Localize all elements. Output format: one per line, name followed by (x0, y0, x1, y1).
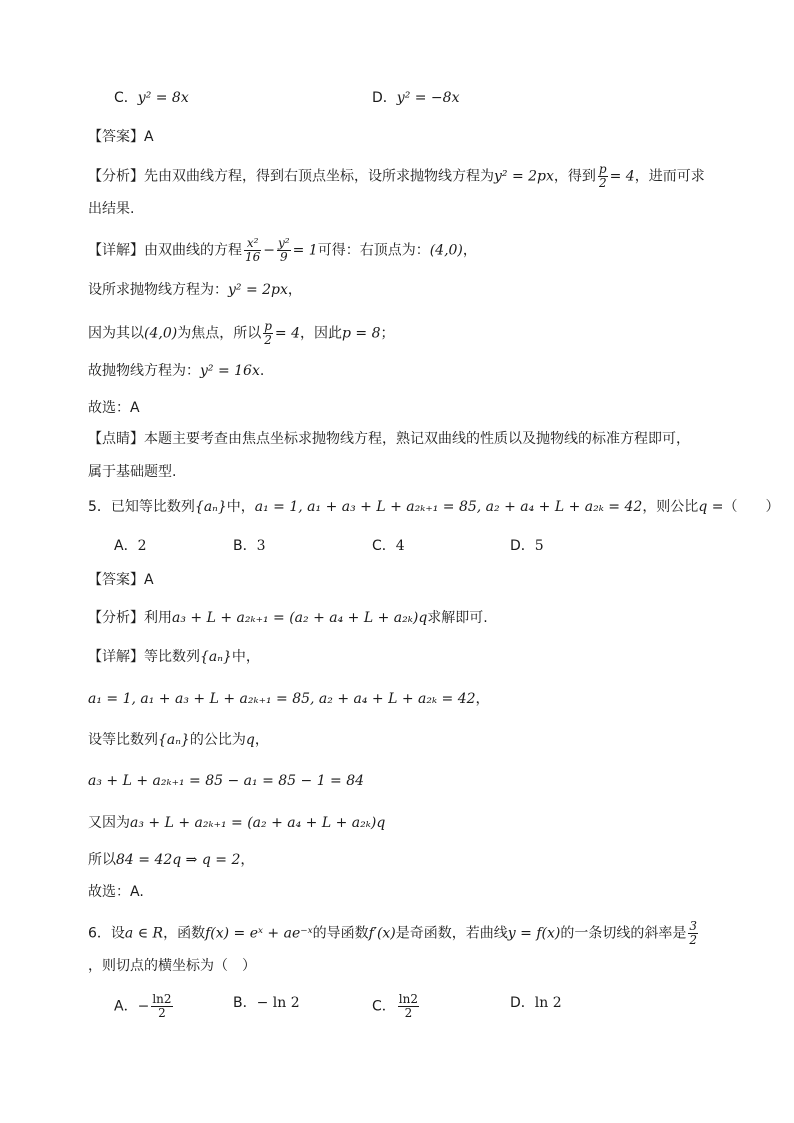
fraction (244, 237, 261, 264)
q5-stem (88, 497, 779, 517)
fraction-denominator: 2 (598, 176, 607, 190)
fraction-numerator: ln2 (398, 992, 418, 1006)
detail-text: ， (240, 852, 255, 868)
q5-eq1-line (88, 689, 490, 709)
option-label: D． (510, 538, 535, 554)
question-math: f(x) = eˣ + ae⁻ˣ (205, 925, 313, 942)
fraction-denominator: 2 (689, 933, 697, 947)
q5-option-b (233, 536, 266, 556)
fraction (598, 163, 608, 190)
q5-option-a (114, 536, 147, 556)
option-value: 4 (395, 538, 405, 554)
option-label: B． (233, 995, 257, 1011)
option-label: A． (114, 538, 138, 554)
fraction-numerator: x² (244, 237, 261, 251)
analysis-math: = 4 (609, 168, 635, 185)
q5-eq2-line (88, 771, 364, 791)
fraction-denominator: 2 (158, 1006, 166, 1020)
question-math: a ∈ R (124, 925, 164, 942)
option-value: 3 (256, 538, 266, 554)
q5-also-line (88, 813, 385, 833)
detail-math: (4,0) (144, 325, 178, 342)
minus-sign: − (263, 242, 276, 259)
q4-comment-line2: 属于基础题型. (88, 464, 177, 480)
question-math: a₁ = 1, a₁ + a₃ + L + a₂ₖ₊₁ = 85, a₂ + a₄ + L + a₂ₖ = 42 (254, 499, 643, 515)
detail-math: a₃ + L + a₂ₖ₊₁ = 85 − a₁ = 85 − 1 = 84 (88, 773, 365, 789)
question-text: 是奇函数，若曲线 (395, 925, 508, 942)
comment-text: 本题主要考查由焦点坐标求抛物线方程，熟记双曲线的性质以及抛物线的标准方程即可， (144, 431, 690, 447)
detail-text: 所以 (88, 852, 116, 868)
question-math: f′(x) (368, 925, 396, 942)
fraction-denominator: 2 (404, 1006, 413, 1020)
detail-text: ，因此 (299, 325, 342, 342)
answer-tag: 【答案】 (88, 572, 144, 588)
detail-text: 的公比为 (189, 732, 246, 748)
option-value: ln 2 (534, 995, 562, 1011)
q4-analysis (88, 163, 705, 190)
answer-value: A (144, 572, 154, 588)
q6-option-b (233, 993, 300, 1013)
detail-text: 中， (231, 649, 260, 665)
question-text: 的导函数 (312, 925, 369, 942)
detail-text: 可得：右顶点为： (317, 242, 430, 259)
q5-option-c (372, 536, 405, 556)
question-text: 6．设 (88, 925, 125, 942)
fraction (277, 237, 291, 264)
detail-text: 又因为 (88, 815, 130, 831)
analysis-text: 利用 (144, 610, 172, 626)
detail-text: ； (380, 325, 395, 342)
detail-math: y² = 16x (200, 363, 260, 379)
question-text: ，函数 (163, 925, 206, 942)
question-text: 5．已知等比数列 (88, 499, 195, 515)
q6-option-a (114, 993, 175, 1020)
q6-option-c (372, 993, 421, 1020)
detail-text: ， (462, 242, 477, 259)
detail-text: 故抛物线方程为： (88, 363, 200, 379)
option-label: C． (372, 538, 396, 554)
option-label: C． (114, 90, 138, 106)
q5-option-d (510, 536, 544, 556)
q6-option-d (510, 993, 562, 1013)
q4-result-line (88, 361, 264, 381)
detail-math: (4,0) (429, 242, 463, 259)
analysis-text: 先由双曲线方程，得到右顶点坐标，设所求抛物线方程为 (144, 168, 494, 185)
question-text: ，则公比 (642, 499, 699, 515)
option-label: D． (510, 995, 535, 1011)
question-text: （ ） (723, 499, 780, 515)
detail-text: 为焦点，所以 (177, 325, 262, 342)
analysis-math: a₃ + L + a₂ₖ₊₁ = (a₂ + a₄ + L + a₂ₖ)q (172, 610, 428, 626)
fraction-numerator: ln2 (152, 992, 172, 1006)
detail-math: = 4 (274, 325, 300, 342)
option-value: y² = 8x (137, 90, 189, 106)
analysis-tag: 【分析】 (88, 168, 144, 185)
detail-text: ， (254, 732, 269, 748)
analysis-text: ，进而可求 (634, 168, 705, 185)
detail-text: 由双曲线的方程 (144, 242, 242, 259)
option-value: − ln 2 (256, 995, 300, 1011)
fraction (151, 993, 172, 1020)
detail-text: . (259, 363, 265, 379)
option-value: y² = −8x (396, 90, 460, 106)
question-math: q = (698, 499, 724, 515)
minus-sign: − (137, 998, 150, 1015)
option-label: D． (372, 90, 397, 106)
detail-math: q (245, 732, 255, 748)
fraction-numerator: p (264, 319, 272, 333)
q5-so-line (88, 850, 254, 870)
detail-tag: 【详解】 (88, 242, 144, 259)
question-math: y = f(x) (507, 925, 561, 942)
analysis-tag: 【分析】 (88, 610, 144, 626)
detail-math: {aₙ} (200, 649, 232, 665)
q5-choice: 故选：A. (88, 884, 144, 900)
detail-text: 因为其以 (88, 325, 144, 342)
answer-tag: 【答案】 (88, 129, 144, 145)
q6-stem (88, 920, 700, 947)
q6-stem-line2: ，则切点的横坐标为（ ） (88, 958, 256, 974)
detail-math: p = 8 (341, 325, 381, 342)
q4-analysis-line2: 出结果. (88, 201, 135, 217)
fraction (263, 320, 273, 347)
detail-math: y² = 2px (228, 282, 288, 298)
detail-math: 84 = 42q ⇒ q = 2 (116, 852, 241, 868)
fraction-numerator: 3 (689, 919, 697, 933)
detail-text: ， (475, 691, 490, 707)
q4-because-line (88, 320, 394, 347)
comment-tag: 【点睛】 (88, 431, 144, 447)
option-label: A． (114, 998, 138, 1015)
q5-detail (88, 647, 260, 667)
q5-set-line (88, 730, 269, 750)
detail-text: 设等比数列 (88, 732, 158, 748)
analysis-text: 求解即可. (427, 610, 488, 626)
option-value: 5 (534, 538, 544, 554)
q4-option-c (114, 88, 189, 108)
detail-text: ， (287, 282, 302, 298)
fraction (688, 920, 698, 947)
q4-option-d (372, 88, 459, 108)
option-label: B． (233, 538, 257, 554)
detail-math: = 1 (292, 242, 318, 259)
q4-set-line (88, 280, 302, 300)
detail-math: {aₙ} (158, 732, 190, 748)
fraction-numerator: p (598, 162, 607, 176)
q4-answer (88, 127, 154, 147)
fraction-denominator: 9 (279, 250, 288, 264)
q4-detail (88, 237, 477, 264)
analysis-text: ，得到 (553, 168, 596, 185)
question-text: 的一条切线的斜率是 (560, 925, 687, 942)
fraction-numerator: y² (278, 236, 290, 250)
detail-tag: 【详解】 (88, 649, 144, 665)
answer-value: A (144, 129, 154, 145)
detail-text: 等比数列 (144, 649, 200, 665)
fraction-denominator: 16 (245, 250, 261, 264)
detail-math: a₃ + L + a₂ₖ₊₁ = (a₂ + a₄ + L + a₂ₖ)q (130, 815, 386, 831)
analysis-math: y² = 2px (494, 168, 554, 185)
detail-text: 设所求抛物线方程为： (88, 282, 228, 298)
fraction-denominator: 2 (264, 333, 272, 347)
option-value: 2 (137, 538, 147, 554)
q5-answer (88, 570, 154, 590)
fraction (398, 993, 419, 1020)
option-label: C． (372, 998, 396, 1015)
q4-choice: 故选：A (88, 400, 140, 416)
detail-math: a₁ = 1, a₁ + a₃ + L + a₂ₖ₊₁ = 85, a₂ + a₄ + L + a₂ₖ = 42 (88, 691, 476, 707)
q4-comment (88, 429, 690, 449)
question-math: {aₙ} (194, 499, 227, 515)
question-text: 中， (226, 499, 255, 515)
q5-analysis (88, 608, 488, 628)
